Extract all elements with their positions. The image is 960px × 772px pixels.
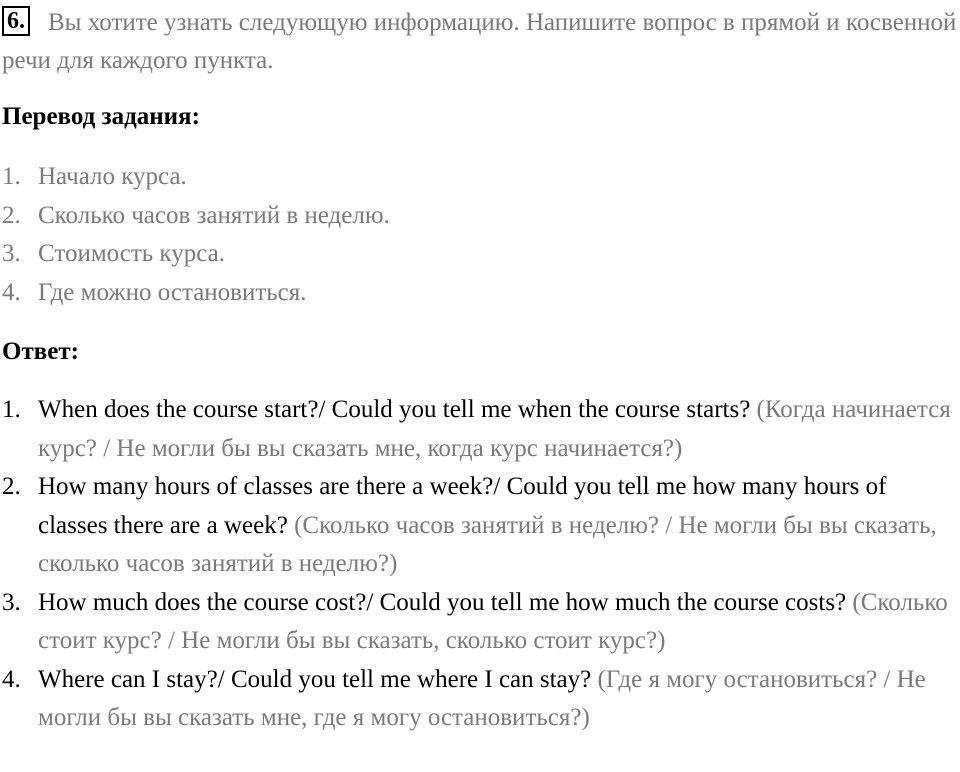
list-item [0, 274, 958, 313]
list-item [0, 197, 958, 236]
answer-item [0, 661, 958, 738]
item-number: 2. [2, 473, 21, 500]
answer-russian: (Сколько стоит курс? / Не могли бы вы сказать, сколько стоит курс?) [38, 588, 948, 654]
item-number: 3. [2, 588, 21, 616]
item-text: Начало курса. [38, 163, 187, 190]
task-number: 6. [2, 6, 30, 36]
answer-item [0, 584, 958, 661]
item-number: 4. [2, 278, 21, 306]
answer-item [0, 391, 958, 468]
item-number: 4. [2, 665, 21, 693]
answer-english: When does the course start?/ Could you tell me when the course starts? [38, 396, 751, 423]
answer-russian: (Когда начинается курс? / Не могли бы вы сказать мне, когда курс начинается?) [38, 396, 951, 462]
answer-english: Where can I stay?/ Could you tell me where I can stay? [38, 665, 592, 693]
item-number: 1. [2, 396, 21, 423]
answer-heading: Ответ: [2, 338, 79, 365]
item-number: 2. [2, 201, 21, 229]
answer-english: How many hours of classes are there a week?/ Could you tell me how many hours of classes there are a week? [38, 473, 887, 539]
translation-heading: Перевод задания: [2, 103, 200, 130]
task-header [2, 4, 960, 80]
item-text: Где можно остановиться. [38, 278, 307, 306]
translation-list [0, 158, 958, 312]
answer-list [0, 391, 958, 738]
item-number: 3. [2, 240, 21, 267]
list-item [0, 158, 958, 197]
task-instruction: Вы хотите узнать следующую информацию. Напишите вопрос в прямой и косвенной речи для каждого пункта. [2, 9, 957, 74]
item-number: 1. [2, 163, 21, 190]
item-text: Сколько часов занятий в неделю. [38, 201, 390, 229]
list-item [0, 235, 958, 274]
answer-russian: (Где я могу остановиться? / Не могли бы вы сказать мне, где я могу остановиться?) [38, 665, 926, 731]
answer-english: How much does the course cost?/ Could you tell me how much the course costs? [38, 588, 847, 616]
answer-item [0, 468, 958, 584]
answer-russian: (Сколько часов занятий в неделю? / Не могли бы вы сказать, сколько часов занятий в неделю?) [38, 511, 937, 577]
item-text: Стоимость курса. [38, 240, 225, 267]
